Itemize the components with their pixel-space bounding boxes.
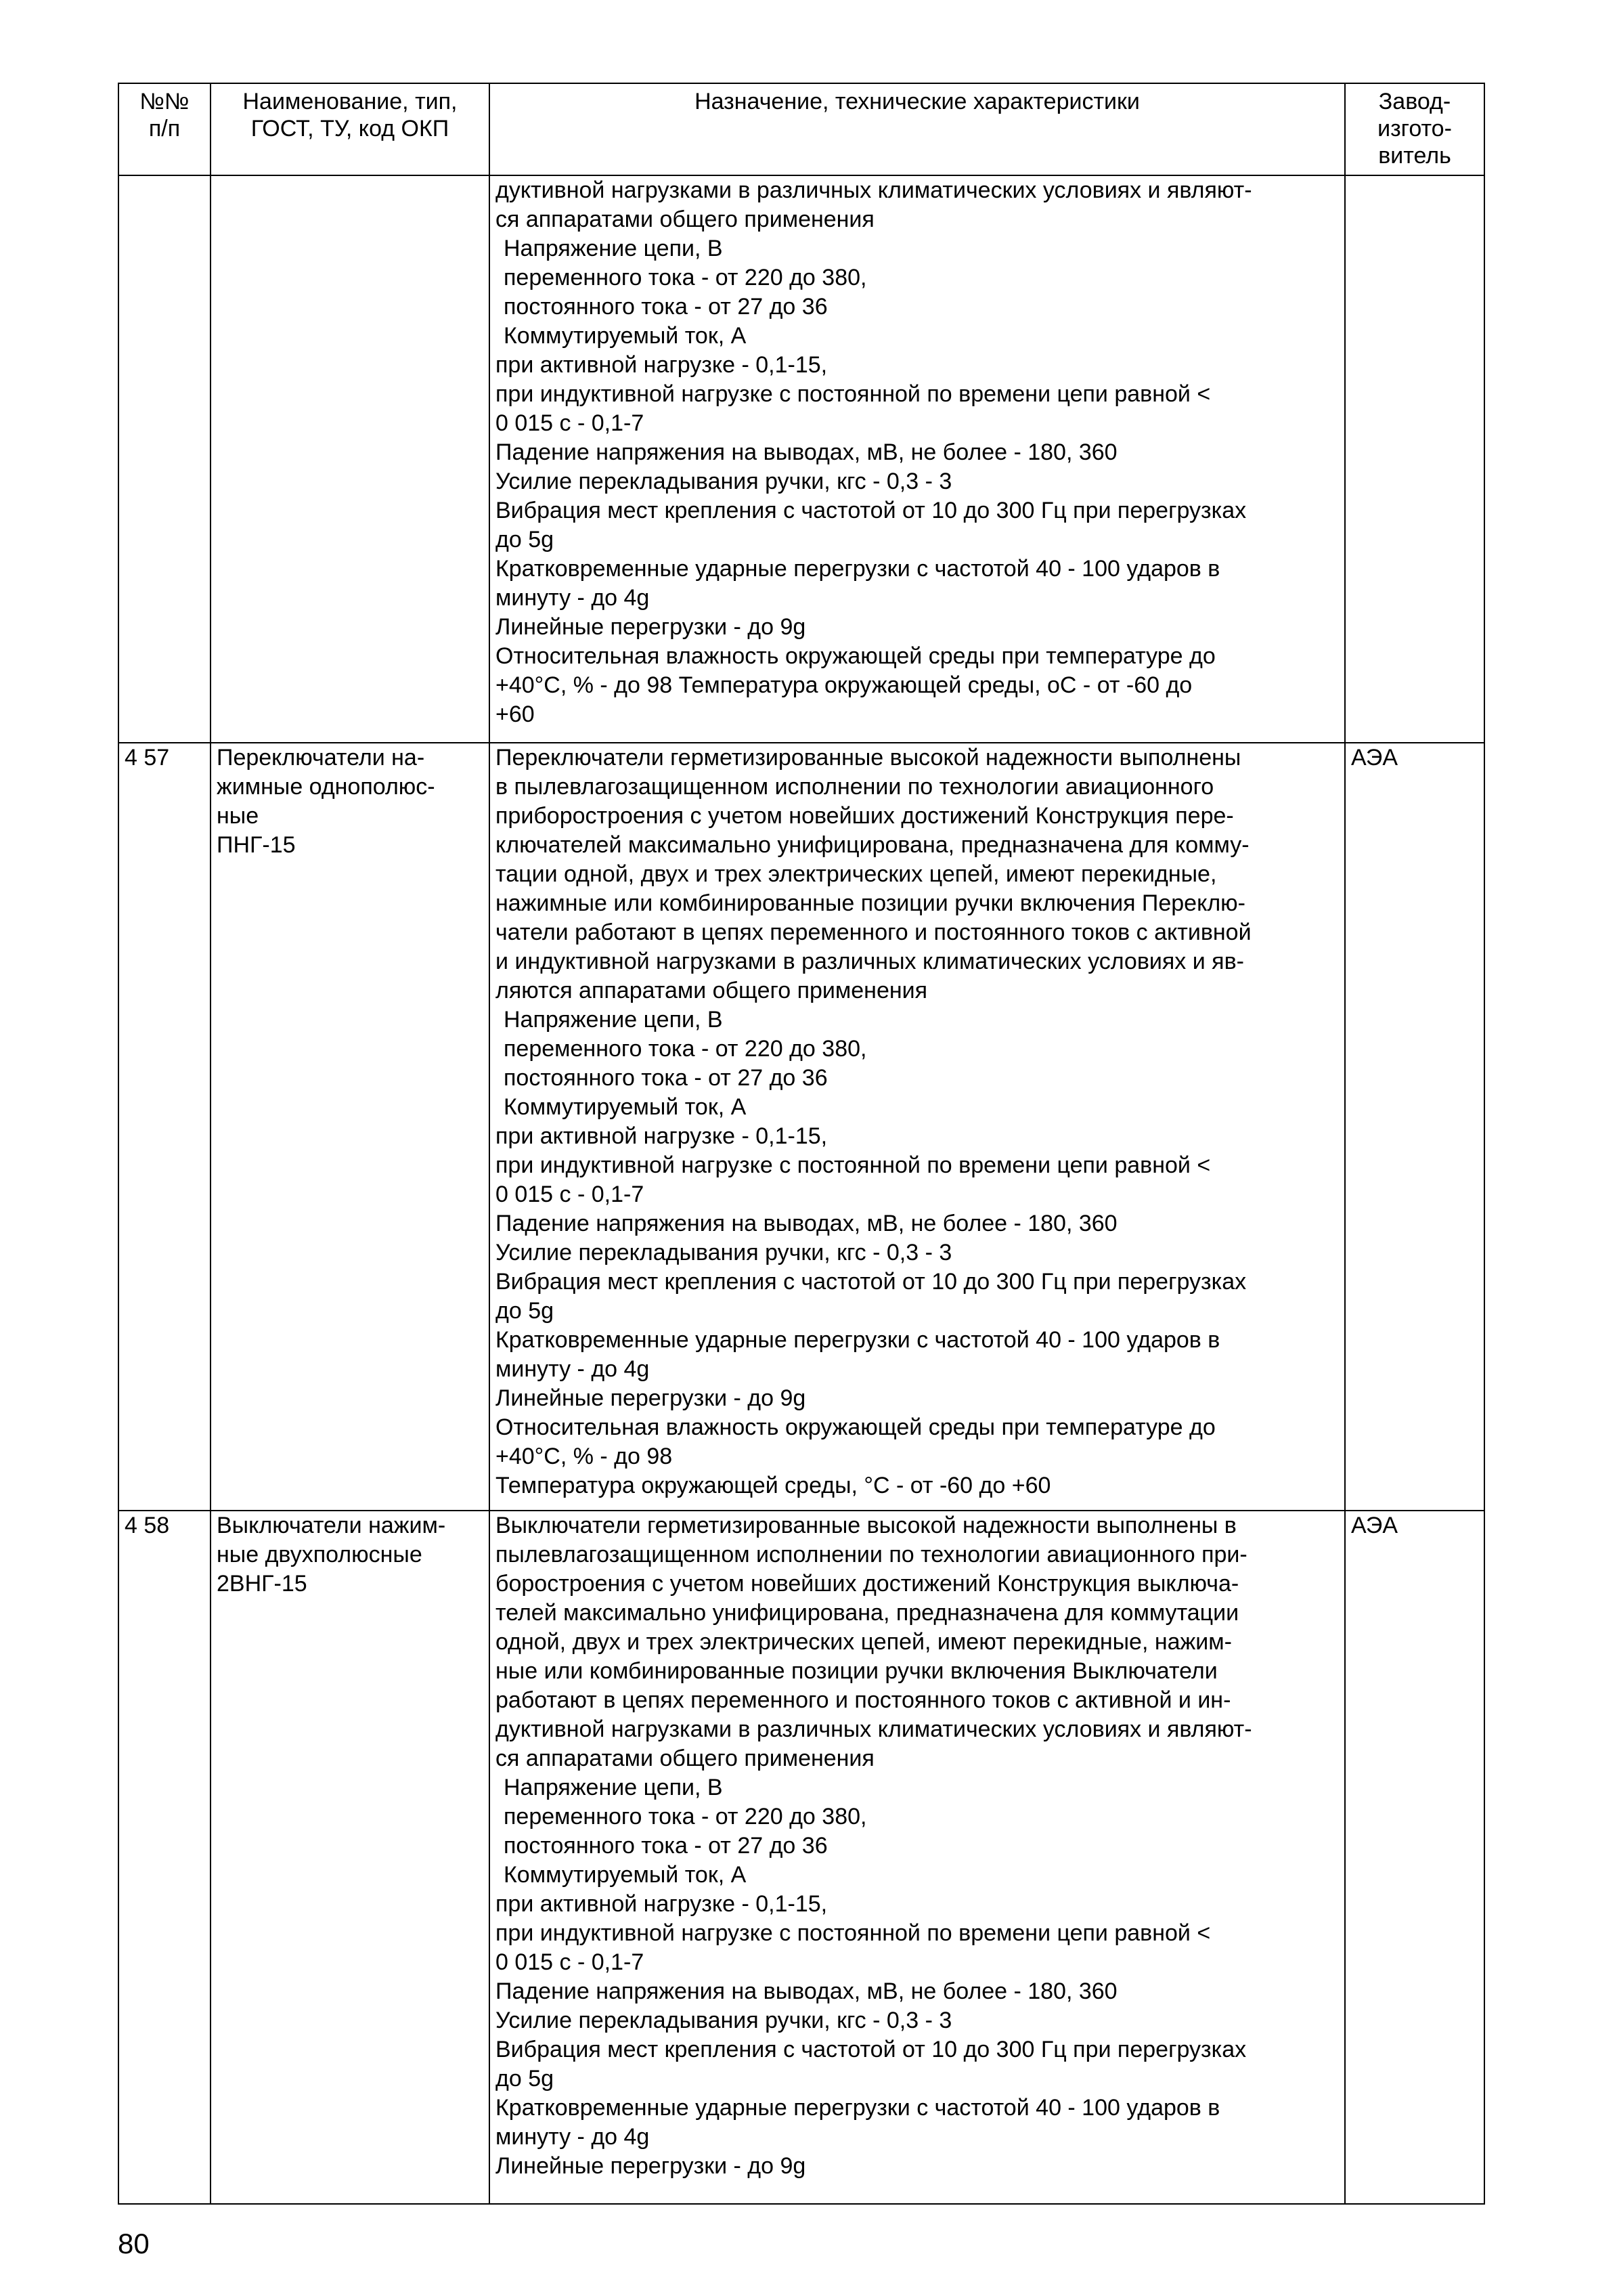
row-description xyxy=(489,1511,1345,2204)
table-row xyxy=(118,175,1484,743)
row-name: Выключатели нажим- ные двухполюсные 2ВНГ-15 xyxy=(211,1511,489,2204)
description-line: переменного тока - от 220 до 380, xyxy=(504,1804,867,1829)
description-line: дуктивной нагрузками в различных климатических условиях и являют- xyxy=(495,177,1252,203)
header-manufacturer: Завод- изгото- витель xyxy=(1345,83,1484,175)
header-number: №№ п/п xyxy=(118,83,211,175)
description-line: дуктивной нагрузками в различных климатических условиях и являют- xyxy=(495,1716,1252,1742)
description-line: Линейные перегрузки - до 9g xyxy=(495,2153,806,2179)
row-description xyxy=(489,175,1345,743)
description-line: +40°С, % - до 98 Температура окружающей среды, оС - от -60 до xyxy=(495,672,1193,698)
description-line: Напряжение цепи, В xyxy=(504,1007,723,1033)
spec-table xyxy=(118,83,1485,2205)
description-line: 0 015 с - 0,1-7 xyxy=(495,1182,644,1207)
row-number xyxy=(118,175,211,743)
description-line: Относительная влажность окружающей среды при температуре до xyxy=(495,1414,1216,1440)
description-line: +60 xyxy=(495,701,535,727)
description-line: работают в цепях переменного и постоянного токов с активной и ин- xyxy=(495,1687,1231,1713)
description-line: Кратковременные ударные перегрузки с частотой 40 - 100 ударов в xyxy=(495,556,1220,582)
description-line: Относительная влажность окружающей среды при температуре до xyxy=(495,643,1216,669)
header-description: Назначение, технические характеристики xyxy=(489,83,1345,175)
description-line: Линейные перегрузки - до 9g xyxy=(495,614,806,640)
description-line: ляются аппаратами общего применения xyxy=(495,978,928,1003)
description-line: одной, двух и трех электрических цепей, имеют перекидные, нажим- xyxy=(495,1629,1232,1655)
table-header-row xyxy=(118,83,1484,175)
description-line: при активной нагрузке - 0,1-15, xyxy=(495,352,828,378)
table-row xyxy=(118,1511,1484,2204)
description-line: Температура окружающей среды, °С - от -60 до +60 xyxy=(495,1473,1051,1498)
description-line: минуту - до 4g xyxy=(495,1356,650,1382)
description-line: Падение напряжения на выводах, мВ, не более - 180, 360 xyxy=(495,1211,1118,1236)
description-line: чатели работают в цепях переменного и постоянного токов с активной xyxy=(495,919,1252,945)
description-line: боростроения с учетом новейших достижений Конструкция выключа- xyxy=(495,1571,1239,1597)
description-line: Вибрация мест крепления с частотой от 10 до 300 Гц при перегрузках xyxy=(495,1269,1247,1295)
description-line: Кратковременные ударные перегрузки с частотой 40 - 100 ударов в xyxy=(495,1327,1220,1353)
row-description xyxy=(489,743,1345,1511)
description-line: Усилие перекладывания ручки, кгс - 0,3 - 3 xyxy=(495,469,952,494)
description-line: до 5g xyxy=(495,2066,554,2092)
description-line: Коммутируемый ток, А xyxy=(504,1094,747,1120)
description-line: Напряжение цепи, В xyxy=(504,1775,723,1800)
description-line: постоянного тока - от 27 до 36 xyxy=(504,1065,828,1091)
description-line: переменного тока - от 220 до 380, xyxy=(504,1036,867,1062)
description-line: Переключатели герметизированные высокой надежности выполнены xyxy=(495,745,1241,771)
description-line: ключателей максимально унифицирована, предназначена для комму- xyxy=(495,832,1250,858)
description-line: и индуктивной нагрузками в различных климатических условиях и яв- xyxy=(495,949,1244,974)
description-line: тации одной, двух и трех электрических цепей, имеют перекидные, xyxy=(495,861,1217,887)
description-line: Вибрация мест крепления с частотой от 10 до 300 Гц при перегрузках xyxy=(495,2037,1247,2062)
row-number: 4 57 xyxy=(118,743,211,1511)
description-line: постоянного тока - от 27 до 36 xyxy=(504,294,828,320)
row-name: Переключатели на- жимные однополюс- ные ПНГ-15 xyxy=(211,743,489,1511)
description-line: телей максимально унифицирована, предназначена для коммутации xyxy=(495,1600,1239,1626)
description-line: 0 015 с - 0,1-7 xyxy=(495,410,644,436)
description-line: +40°С, % - до 98 xyxy=(495,1444,673,1469)
description-line: до 5g xyxy=(495,1298,554,1324)
description-line: Падение напряжения на выводах, мВ, не более - 180, 360 xyxy=(495,1978,1118,2004)
row-manufacturer: АЭА xyxy=(1345,1511,1484,2204)
description-line: Вибрация мест крепления с частотой от 10 до 300 Гц при перегрузках xyxy=(495,498,1247,523)
description-line: пылевлагозащищенном исполнении по технологии авиационного при- xyxy=(495,1542,1247,1567)
description-line: при индуктивной нагрузке с постоянной по времени цепи равной < xyxy=(495,1920,1211,1946)
table-row xyxy=(118,743,1484,1511)
description-line: минуту - до 4g xyxy=(495,585,650,611)
row-manufacturer xyxy=(1345,175,1484,743)
description-line: в пылевлагозащищенном исполнении по технологии авиационного xyxy=(495,774,1214,800)
page-number: 80 xyxy=(118,2228,150,2259)
row-number: 4 58 xyxy=(118,1511,211,2204)
description-line: Усилие перекладывания ручки, кгс - 0,3 - 3 xyxy=(495,1240,952,1265)
description-line: при активной нагрузке - 0,1-15, xyxy=(495,1123,828,1149)
description-line: до 5g xyxy=(495,527,554,553)
description-line: Падение напряжения на выводах, мВ, не более - 180, 360 xyxy=(495,439,1118,465)
description-line: при индуктивной нагрузке с постоянной по времени цепи равной < xyxy=(495,1152,1211,1178)
description-line: Напряжение цепи, В xyxy=(504,236,723,261)
description-line: ся аппаратами общего применения xyxy=(495,1746,875,1771)
description-line: при активной нагрузке - 0,1-15, xyxy=(495,1891,828,1917)
description-line: Линейные перегрузки - до 9g xyxy=(495,1385,806,1411)
description-line: при индуктивной нагрузке с постоянной по времени цепи равной < xyxy=(495,381,1211,407)
description-line: минуту - до 4g xyxy=(495,2124,650,2150)
description-line: ные или комбинированные позиции ручки включения Выключатели xyxy=(495,1658,1218,1684)
description-line: Коммутируемый ток, А xyxy=(504,1862,747,1888)
row-manufacturer: АЭА xyxy=(1345,743,1484,1511)
description-line: переменного тока - от 220 до 380, xyxy=(504,265,867,290)
description-line: постоянного тока - от 27 до 36 xyxy=(504,1833,828,1859)
description-line: Усилие перекладывания ручки, кгс - 0,3 - 3 xyxy=(495,2008,952,2033)
description-line: Выключатели герметизированные высокой надежности выполнены в xyxy=(495,1513,1237,1538)
description-line: 0 015 с - 0,1-7 xyxy=(495,1949,644,1975)
description-line: Коммутируемый ток, А xyxy=(504,323,747,349)
description-line: Кратковременные ударные перегрузки с частотой 40 - 100 ударов в xyxy=(495,2095,1220,2121)
row-name xyxy=(211,175,489,743)
description-line: нажимные или комбинированные позиции ручки включения Переклю- xyxy=(495,890,1246,916)
header-name: Наименование, тип, ГОСТ, ТУ, код ОКП xyxy=(211,83,489,175)
description-line: ся аппаратами общего применения xyxy=(495,207,875,232)
description-line: приборостроения с учетом новейших достижений Конструкция пере- xyxy=(495,803,1234,829)
